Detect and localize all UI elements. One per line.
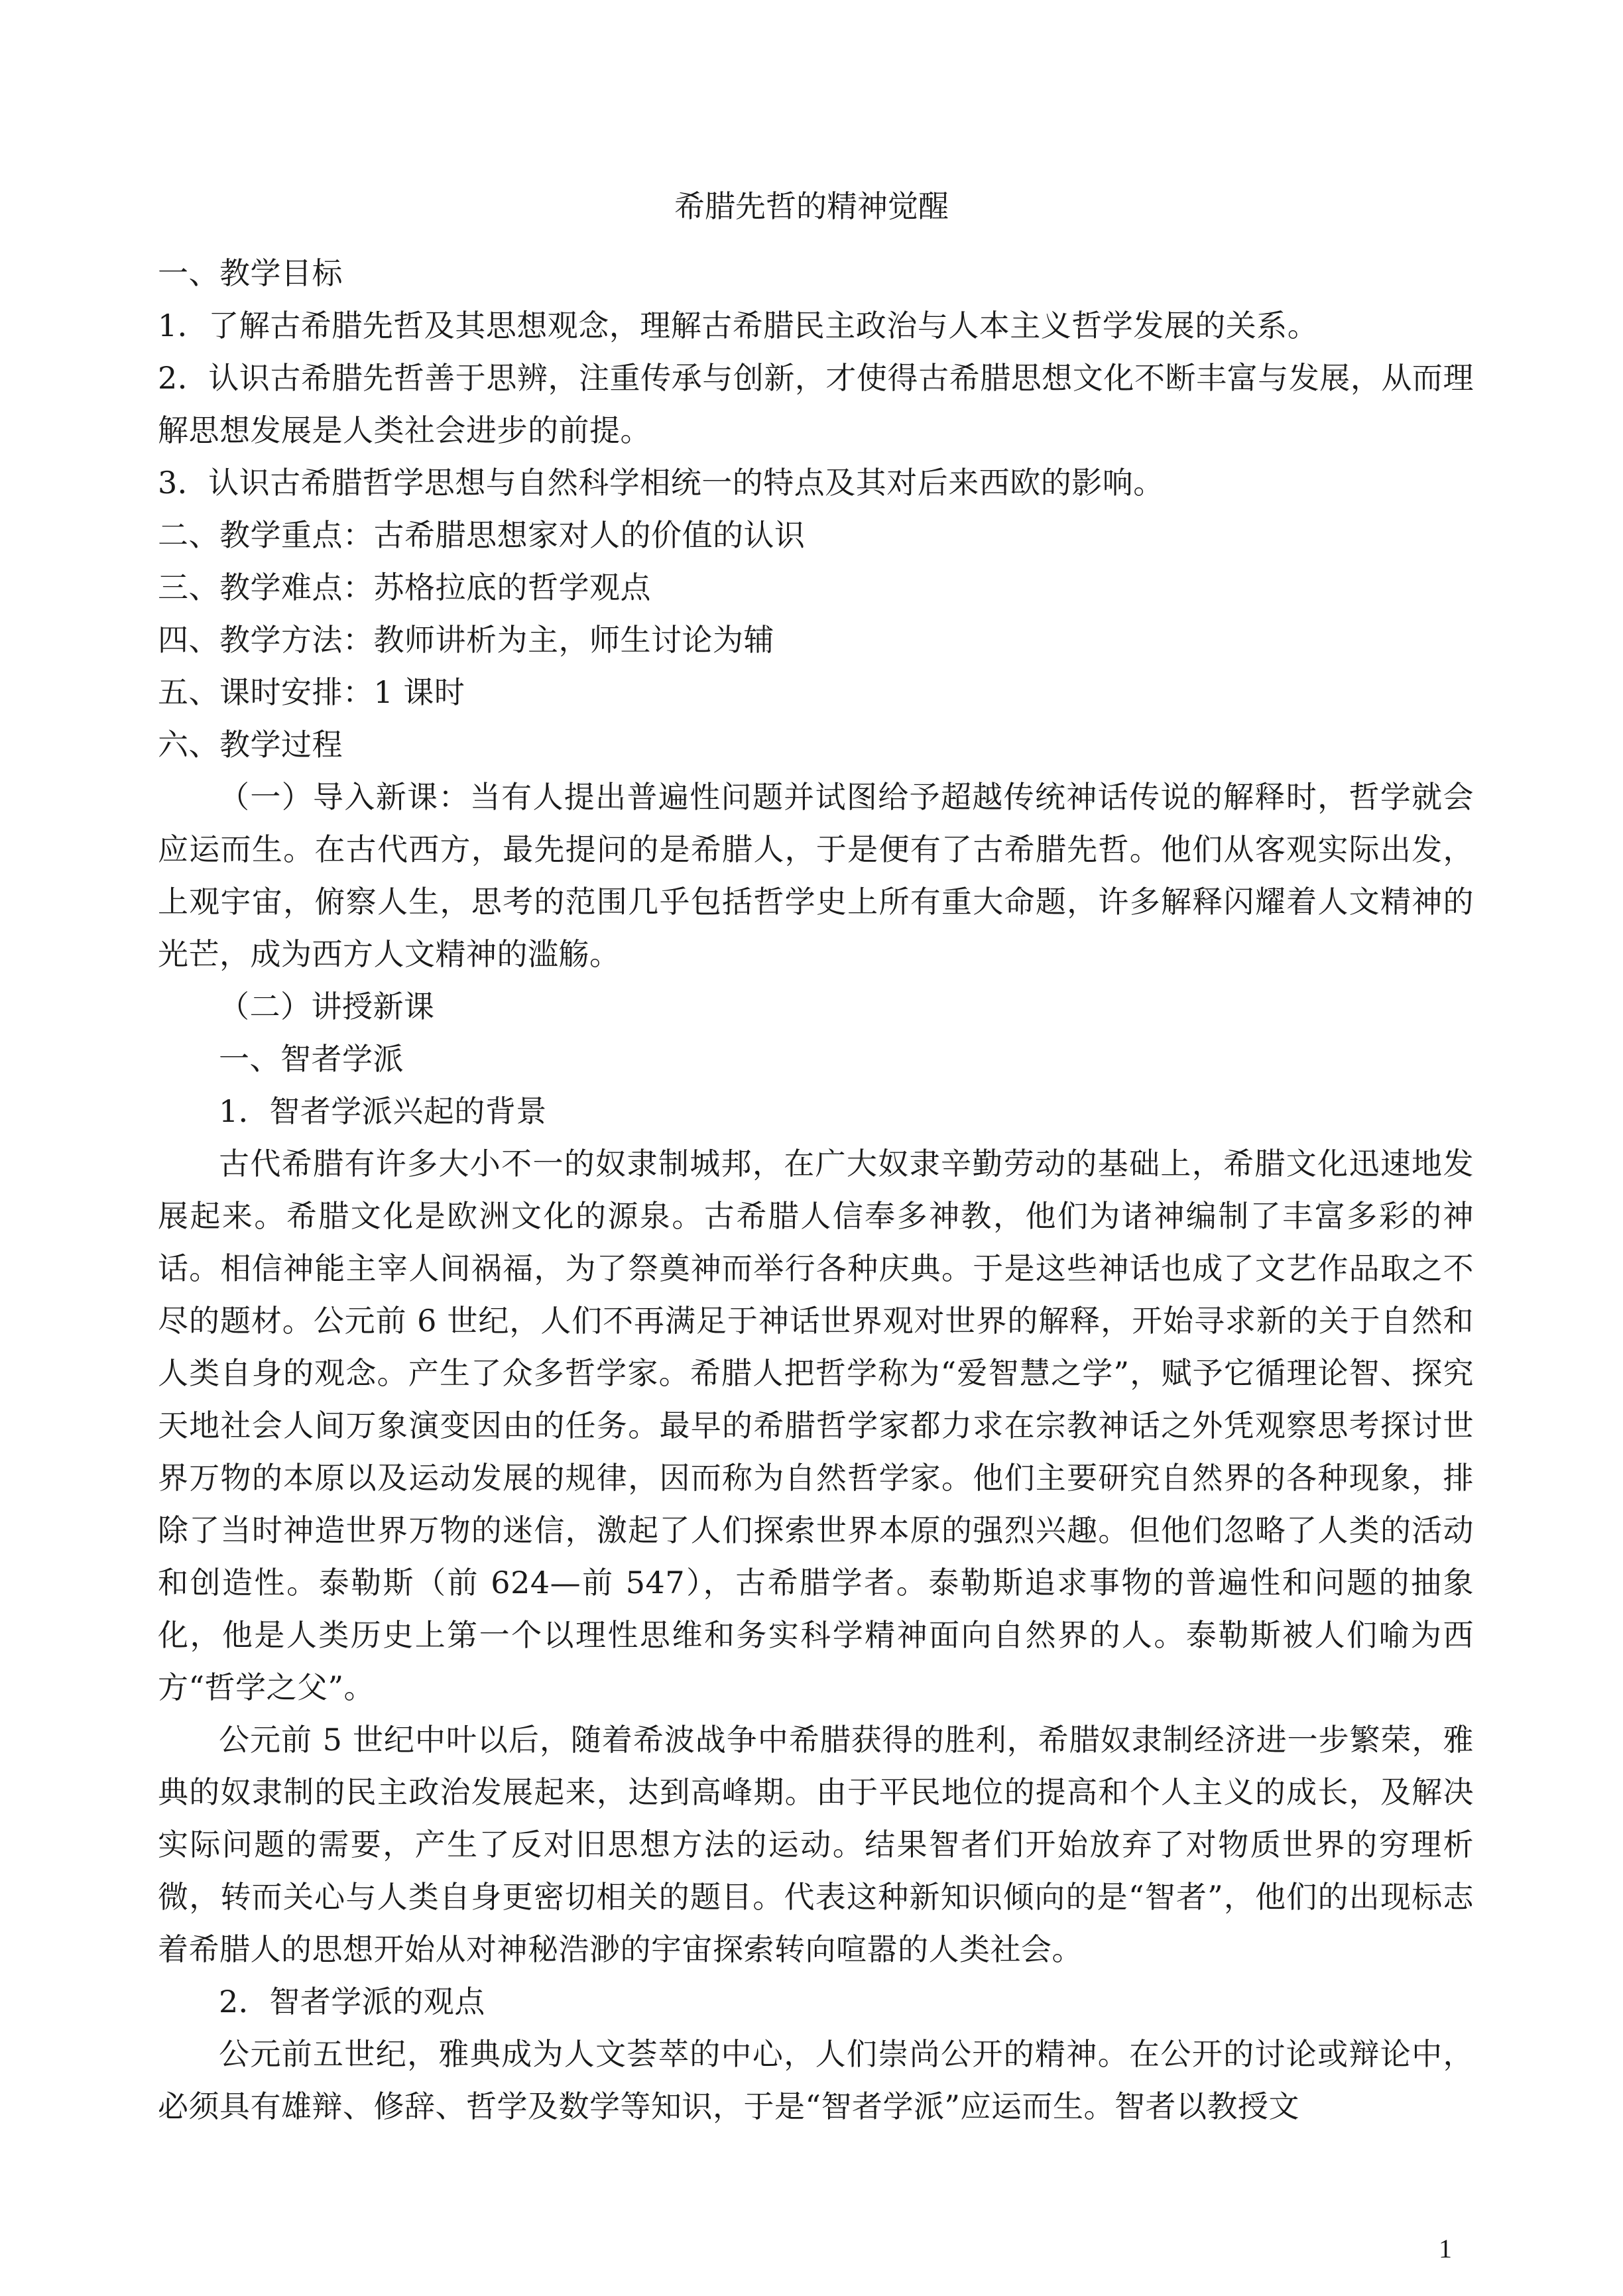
paragraph-introduction: （一）导入新课：当有人提出普遍性问题并试图给予超越传统神话传说的解释时，哲学就会应运而生。在古代西方，最先提问的是希腊人，于是便有了古希腊先哲。他们从客观实际出发，上观宇宙，俯察人生，思考的范围几乎包括哲学史上所有重大命题，许多解释闪耀着人文精神的光芒，成为西方人文精神的滥觞。 <box>158 779 1474 972</box>
heading-teaching-objectives: 一、教学目标 <box>158 255 343 291</box>
objective-item: 3．认识古希腊哲学思想与自然科学相统一的特点及其对后来西欧的影响。 <box>158 465 1164 501</box>
paragraph-body: 公元前五世纪，雅典成为人文荟萃的中心，人们崇尚公开的精神。在公开的讨论或辩论中，必须具有雄辩、修辞、哲学及数学等知识，于是“智者学派”应运而生。智者以教授文 <box>158 2036 1474 2124</box>
heading-key-points: 二、教学重点：古希腊思想家对人的价值的认识 <box>158 517 806 553</box>
document-title: 希腊先哲的精神觉醒 <box>674 188 949 224</box>
objective-item: 2．认识古希腊先哲善于思辨，注重传承与创新，才使得古希腊思想文化不断丰富与发展，从而理解思想发展是人类社会进步的前提。 <box>158 360 1474 448</box>
heading-teaching-process: 六、教学过程 <box>158 727 343 762</box>
subheading-sophists: 一、智者学派 <box>219 1041 404 1077</box>
heading-teaching-method: 四、教学方法：教师讲析为主，师生讨论为辅 <box>158 622 774 658</box>
subheading-new-lesson: （二）讲授新课 <box>219 989 435 1024</box>
paragraph-body: 古代希腊有许多大小不一的奴隶制城邦，在广大奴隶辛勤劳动的基础上，希腊文化迅速地发展起来。希腊文化是欧洲文化的源泉。古希腊人信奉多神教，他们为诸神编制了丰富多彩的神话。相信神能主宰人间祸福，为了祭奠神而举行各种庆典。于是这些神话也成了文艺作品取之不尽的题材。公元前 6 世纪，人们不再满足于神话世界观对世界的解释，开始寻求新的关于自然和人类自身的观念。产生了众多哲学家。希腊人把哲学称为“爱智慧之学”，赋予它循理论智、探究天地社会人间万象演变因由的任务。最早的希腊哲学家都力求在宗教神话之外凭观察思考探讨世界万物的本原以及运动发展的规律，因而称为自然哲学家。他们主要研究自然界的各种现象，排除了当时神造世界万物的迷信，激起了人们探索世界本原的强烈兴趣。但他们忽略了人类的活动和创造性。泰勒斯（前 624—前 547），古希腊学者。泰勒斯追求事物的普遍性和问题的抽象化，他是人类历史上第一个以理性思维和务实科学精神面向自然界的人。泰勒斯被人们喻为西方“哲学之父”。 <box>158 1146 1474 1705</box>
heading-difficult-points: 三、教学难点：苏格拉底的哲学观点 <box>158 570 651 605</box>
objective-item: 1．了解古希腊先哲及其思想观念，理解古希腊民主政治与人本主义哲学发展的关系。 <box>158 308 1319 343</box>
paragraph-body: 公元前 5 世纪中叶以后，随着希波战争中希腊获得的胜利，希腊奴隶制经济进一步繁荣，雅典的奴隶制的民主政治发展起来，达到高峰期。由于平民地位的提高和个人主义的成长，及解决实际问题的需要，产生了反对旧思想方法的运动。结果智者们开始放弃了对物质世界的穷理析微，转而关心与人类自身更密切相关的题目。代表这种新知识倾向的是“智者”，他们的出现标志着希腊人的思想开始从对神秘浩渺的宇宙探索转向喧嚣的人类社会。 <box>158 1722 1474 1967</box>
subheading-background: 1．智者学派兴起的背景 <box>219 1093 547 1129</box>
heading-class-hours: 五、课时安排：1 课时 <box>158 674 465 710</box>
page-number: 1 <box>1439 2234 1452 2264</box>
document-body <box>158 247 1474 2133</box>
subheading-viewpoints: 2．智者学派的观点 <box>219 1984 485 2020</box>
